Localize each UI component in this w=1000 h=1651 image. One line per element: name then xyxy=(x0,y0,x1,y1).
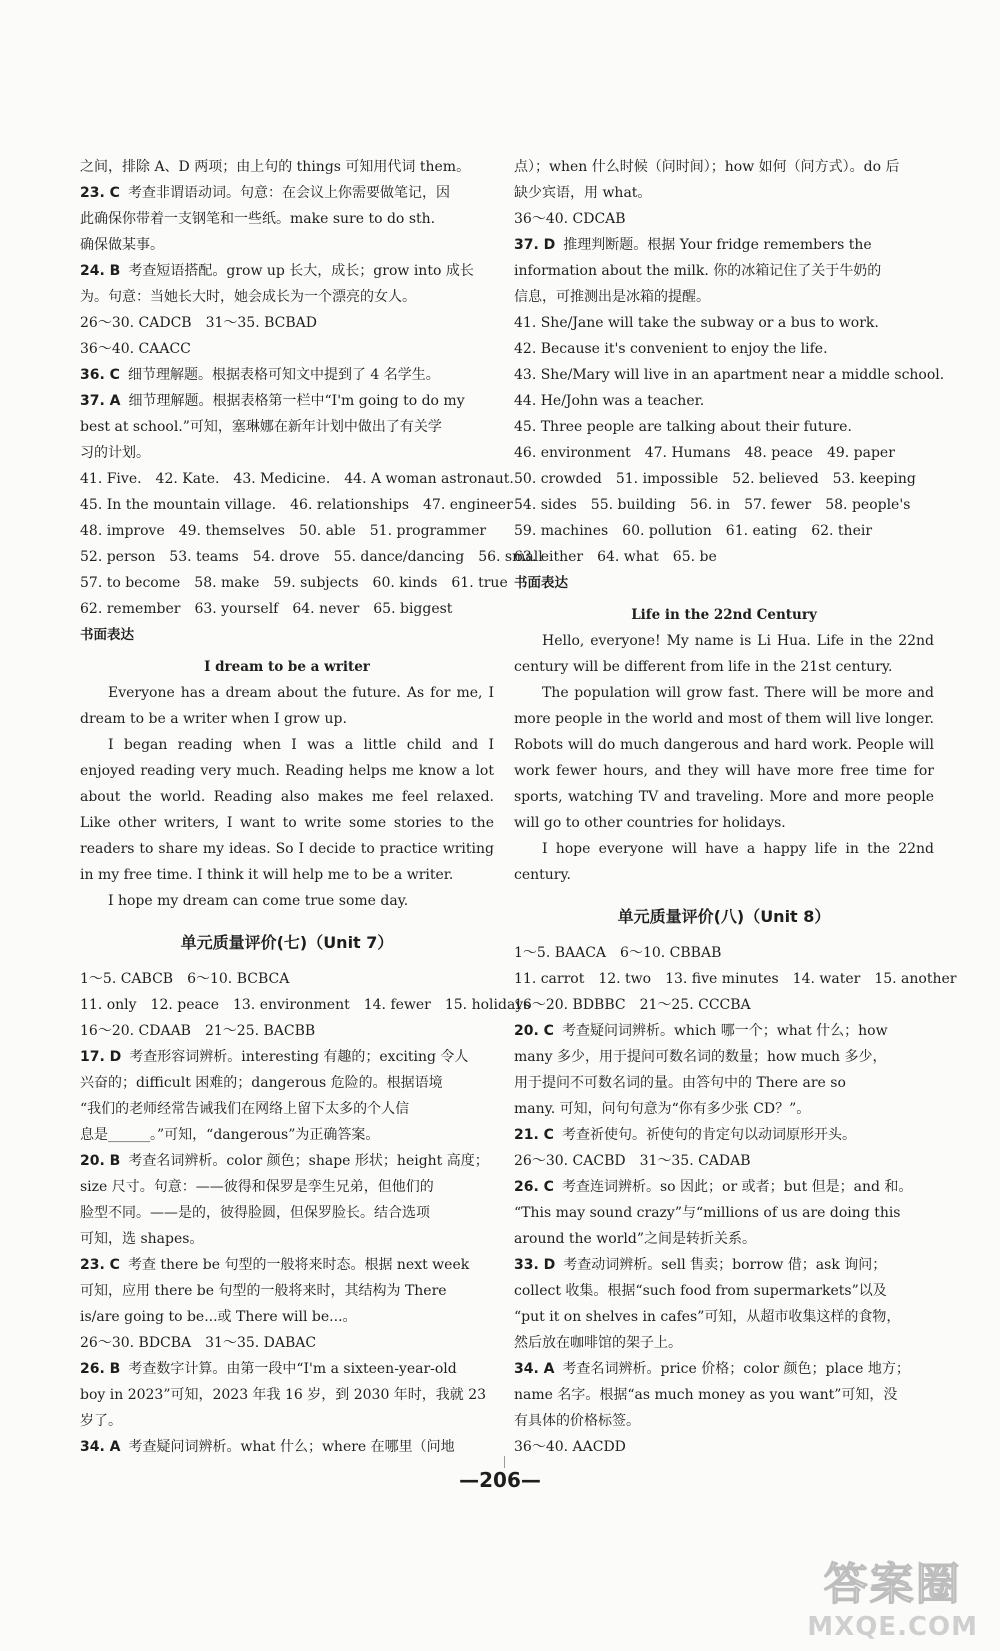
answer-key: 48. improve 49. themselves 50. able 51. programmer xyxy=(80,523,487,539)
question-number: 24. B xyxy=(80,263,121,279)
answer-key: 46. environment 47. Humans 48. peace 49. paper xyxy=(514,445,895,461)
answer-key: 36～40. AACDD xyxy=(514,1439,626,1455)
answer-key: 42. Because it's convenient to enjoy the life. xyxy=(514,341,828,357)
answer-explanation: 20. C 考查疑问词辨析。which 哪一个；what 什么；how xyxy=(514,1023,888,1039)
question-number: 36. C xyxy=(80,367,120,383)
essay-paragraph: I began reading when I was a little child and I enjoyed reading very much. Reading helps me know a lot about the world. Reading also makes me feel relaxed. Like other writers, I want to write some stories to the readers to share my ideas. So I decide to practice writing in my free time. I think it will help me to be a writer. xyxy=(80,737,494,883)
text-line: information about the milk. 你的冰箱记住了关于牛奶的 xyxy=(514,263,882,279)
answer-explanation: 36. C 细节理解题。根据表格可知文中提到了 4 名学生。 xyxy=(80,367,440,383)
answer-explanation: 34. A 考查名词辨析。price 价格；color 颜色；place 地方； xyxy=(514,1361,910,1377)
answer-key: 54. sides 55. building 56. in 57. fewer 58. people's xyxy=(514,497,911,513)
text-line: 用于提问不可数名词的量。由答句中的 There are so xyxy=(514,1075,846,1091)
right-column xyxy=(514,154,957,1460)
text-line: 信息，可推测出是冰箱的提醒。 xyxy=(514,289,710,305)
answer-key: 41. Five. 42. Kate. 43. Medicine. 44. A woman astronaut. xyxy=(80,471,514,487)
answer-key: 36～40. CAACC xyxy=(80,341,191,357)
answer-key: 45. Three people are talking about their future. xyxy=(514,419,852,435)
answer-key: 11. only 12. peace 13. environment 14. fewer 15. holidays xyxy=(80,997,531,1013)
question-number: 23. C xyxy=(80,185,120,201)
answer-key: 41. She/Jane will take the subway or a bus to work. xyxy=(514,315,879,331)
answer-key: 1～5. CABCB 6～10. BCBCA xyxy=(80,971,290,987)
text-line: best at school.”可知，塞琳娜在新年计划中做出了有关学 xyxy=(80,419,442,435)
question-number: 20. C xyxy=(514,1023,554,1039)
answer-explanation: 17. D 考查形容词辨析。interesting 有趣的；exciting 令人 xyxy=(80,1049,469,1065)
answer-explanation: 37. D 推理判断题。根据 Your fridge remembers the xyxy=(514,237,872,253)
question-number: 37. A xyxy=(80,393,121,409)
text-line: 此确保你带着一支钢笔和一些纸。make sure to do sth. xyxy=(80,211,436,227)
answer-key: 11. carrot 12. two 13. five minutes 14. water 15. another xyxy=(514,971,957,987)
watermark-url: MXQE.COM xyxy=(807,1612,978,1642)
text-line: 为。句意：当她长大时，她会成长为一个漂亮的女人。 xyxy=(80,289,416,305)
answer-key: 43. She/Mary will live in an apartment near a middle school. xyxy=(514,367,945,383)
text-line: boy in 2023”可知，2023 年我 16 岁，到 2030 年时，我就 23 xyxy=(80,1387,487,1403)
answer-key: 26～30. BDCBA 31～35. DABAC xyxy=(80,1335,317,1351)
answer-key: 62. remember 63. yourself 64. never 65. biggest xyxy=(80,601,453,617)
text-line: “我们的老师经常告诫我们在网络上留下太多的个人信 xyxy=(80,1101,410,1117)
answer-key: 16～20. BDBBC 21～25. CCCBA xyxy=(514,997,751,1013)
text-line: size 尺寸。句意：——彼得和保罗是孪生兄弟，但他们的 xyxy=(80,1179,434,1195)
answer-explanation: 23. C 考查非谓语动词。句意：在会议上你需要做笔记，因 xyxy=(80,185,450,201)
text-line: name 名字。根据“as much money as you want”可知，没 xyxy=(514,1387,898,1403)
text-line: many. 可知，问句句意为“你有多少张 CD？”。 xyxy=(514,1101,811,1117)
essay-paragraph: I hope everyone will have a happy life in the 22nd century. xyxy=(514,841,934,883)
text-line: 岁了。 xyxy=(80,1413,122,1429)
text-line: 习的计划。 xyxy=(80,445,150,461)
text-line: 然后放在咖啡馆的架子上。 xyxy=(514,1335,682,1351)
answer-key: 44. He/John was a teacher. xyxy=(514,393,705,409)
answer-explanation: 20. B 考查名词辨析。color 颜色；shape 形状；height 高度； xyxy=(80,1153,489,1169)
text-line: collect 收集。根据“such food from supermarkets”以及 xyxy=(514,1283,887,1299)
text-line: 可知，应用 there be 句型的一般将来时，其结构为 There xyxy=(80,1283,447,1299)
answer-key: 36～40. CDCAB xyxy=(514,211,626,227)
question-number: 37. D xyxy=(514,237,556,253)
answer-explanation: 21. C 考查祈使句。祈使句的肯定句以动词原形开头。 xyxy=(514,1127,856,1143)
text-line: 兴奋的；difficult 困难的；dangerous 危险的。根据语境 xyxy=(80,1075,443,1091)
question-number: 34. A xyxy=(80,1439,121,1455)
text-line: “This may sound crazy”与“millions of us are doing this xyxy=(514,1205,901,1221)
question-number: 23. C xyxy=(80,1257,120,1273)
text-line: “put it on shelves in cafes”可知，从超市收集这样的食物， xyxy=(514,1309,901,1325)
watermark xyxy=(807,1548,978,1642)
text-line: 脸型不同。——是的，彼得脸圆，但保罗脸长。结合选项 xyxy=(80,1205,430,1221)
text-line: 有具体的价格标签。 xyxy=(514,1413,640,1429)
question-number: 26. B xyxy=(80,1361,121,1377)
answer-key: 50. crowded 51. impossible 52. believed 53. keeping xyxy=(514,471,916,487)
answer-key: 26～30. CACBD 31～35. CADAB xyxy=(514,1153,751,1169)
answer-explanation: 26. B 考查数字计算。由第一段中“I'm a sixteen-year-old xyxy=(80,1361,457,1377)
watermark-logo: 答案圈 xyxy=(823,1559,962,1610)
page-number: —206— xyxy=(459,1468,541,1492)
text-line: 息是______。”可知，“dangerous”为正确答案。 xyxy=(80,1127,380,1143)
essay-paragraph: I hope my dream can come true some day. xyxy=(108,893,409,909)
text-line: around the world”之间是转折关系。 xyxy=(514,1231,756,1247)
answer-explanation: 34. A 考查疑问词辨析。what 什么；where 在哪里（问地 xyxy=(80,1439,455,1455)
answer-key: 52. person 53. teams 54. drove 55. dance/dancing 56. small xyxy=(80,549,543,565)
answer-explanation: 23. C 考查 there be 句型的一般将来时态。根据 next week xyxy=(80,1257,470,1273)
question-number: 20. B xyxy=(80,1153,121,1169)
answer-key: 16～20. CDAAB 21～25. BACBB xyxy=(80,1023,316,1039)
question-number: 33. D xyxy=(514,1257,556,1273)
question-number: 26. C xyxy=(514,1179,554,1195)
text-line: 点）；when 什么时候（问时间）；how 如何（问方式）。do 后 xyxy=(514,159,900,175)
answer-explanation: 24. B 考查短语搭配。grow up 长大，成长；grow into 成长 xyxy=(80,263,474,279)
answer-key: 26～30. CADCB 31～35. BCBAD xyxy=(80,315,317,331)
essay-title: I dream to be a writer xyxy=(204,659,370,675)
section-heading: 书面表达 xyxy=(514,575,568,591)
question-number: 17. D xyxy=(80,1049,122,1065)
essay-paragraph: The population will grow fast. There will be more and more people in the world and most of them will live longer. Robots will do much dangerous and hard work. People will work fewer hours, and they will have more free time for sports, watching TV and traveling. More and more people will go to other countries for holidays. xyxy=(514,685,934,831)
answer-key: 57. to become 58. make 59. subjects 60. kinds 61. true xyxy=(80,575,508,591)
essay-title: Life in the 22nd Century xyxy=(631,607,817,623)
unit-heading: 单元质量评价(七)（Unit 7） xyxy=(180,933,394,952)
answer-key: 45. In the mountain village. 46. relationships 47. engineer xyxy=(80,497,513,513)
text-line: is/are going to be...或 There will be...。 xyxy=(80,1309,357,1325)
column-divider xyxy=(504,1456,505,1468)
question-number: 34. A xyxy=(514,1361,555,1377)
unit-heading: 单元质量评价(八)（Unit 8） xyxy=(617,907,831,926)
section-heading: 书面表达 xyxy=(80,627,134,643)
answer-key: 63. either 64. what 65. be xyxy=(514,549,717,565)
text-line: many 多少，用于提问可数名词的数量；how much 多少， xyxy=(514,1049,887,1065)
text-line: 确保做某事。 xyxy=(80,237,164,253)
text-line: 缺少宾语，用 what。 xyxy=(514,185,652,201)
answer-explanation: 37. A 细节理解题。根据表格第一栏中“I'm going to do my xyxy=(80,393,465,409)
answer-key: 59. machines 60. pollution 61. eating 62. their xyxy=(514,523,873,539)
essay-paragraph: Everyone has a dream about the future. As for me, I dream to be a writer when I grow up. xyxy=(80,685,494,727)
answer-explanation: 33. D 考查动词辨析。sell 售卖；borrow 借；ask 询问； xyxy=(514,1257,887,1273)
answer-key: 1～5. BAACA 6～10. CBBAB xyxy=(514,945,722,961)
text-line: 之间，排除 A、D 两项；由上句的 things 可知用代词 them。 xyxy=(80,159,471,175)
text-line: 可知，选 shapes。 xyxy=(80,1231,204,1247)
answer-explanation: 26. C 考查连词辨析。so 因此；or 或者；but 但是；and 和。 xyxy=(514,1179,913,1195)
question-number: 21. C xyxy=(514,1127,554,1143)
essay-paragraph: Hello, everyone! My name is Li Hua. Life in the 22nd century will be different from life in the 21st century. xyxy=(514,633,934,675)
